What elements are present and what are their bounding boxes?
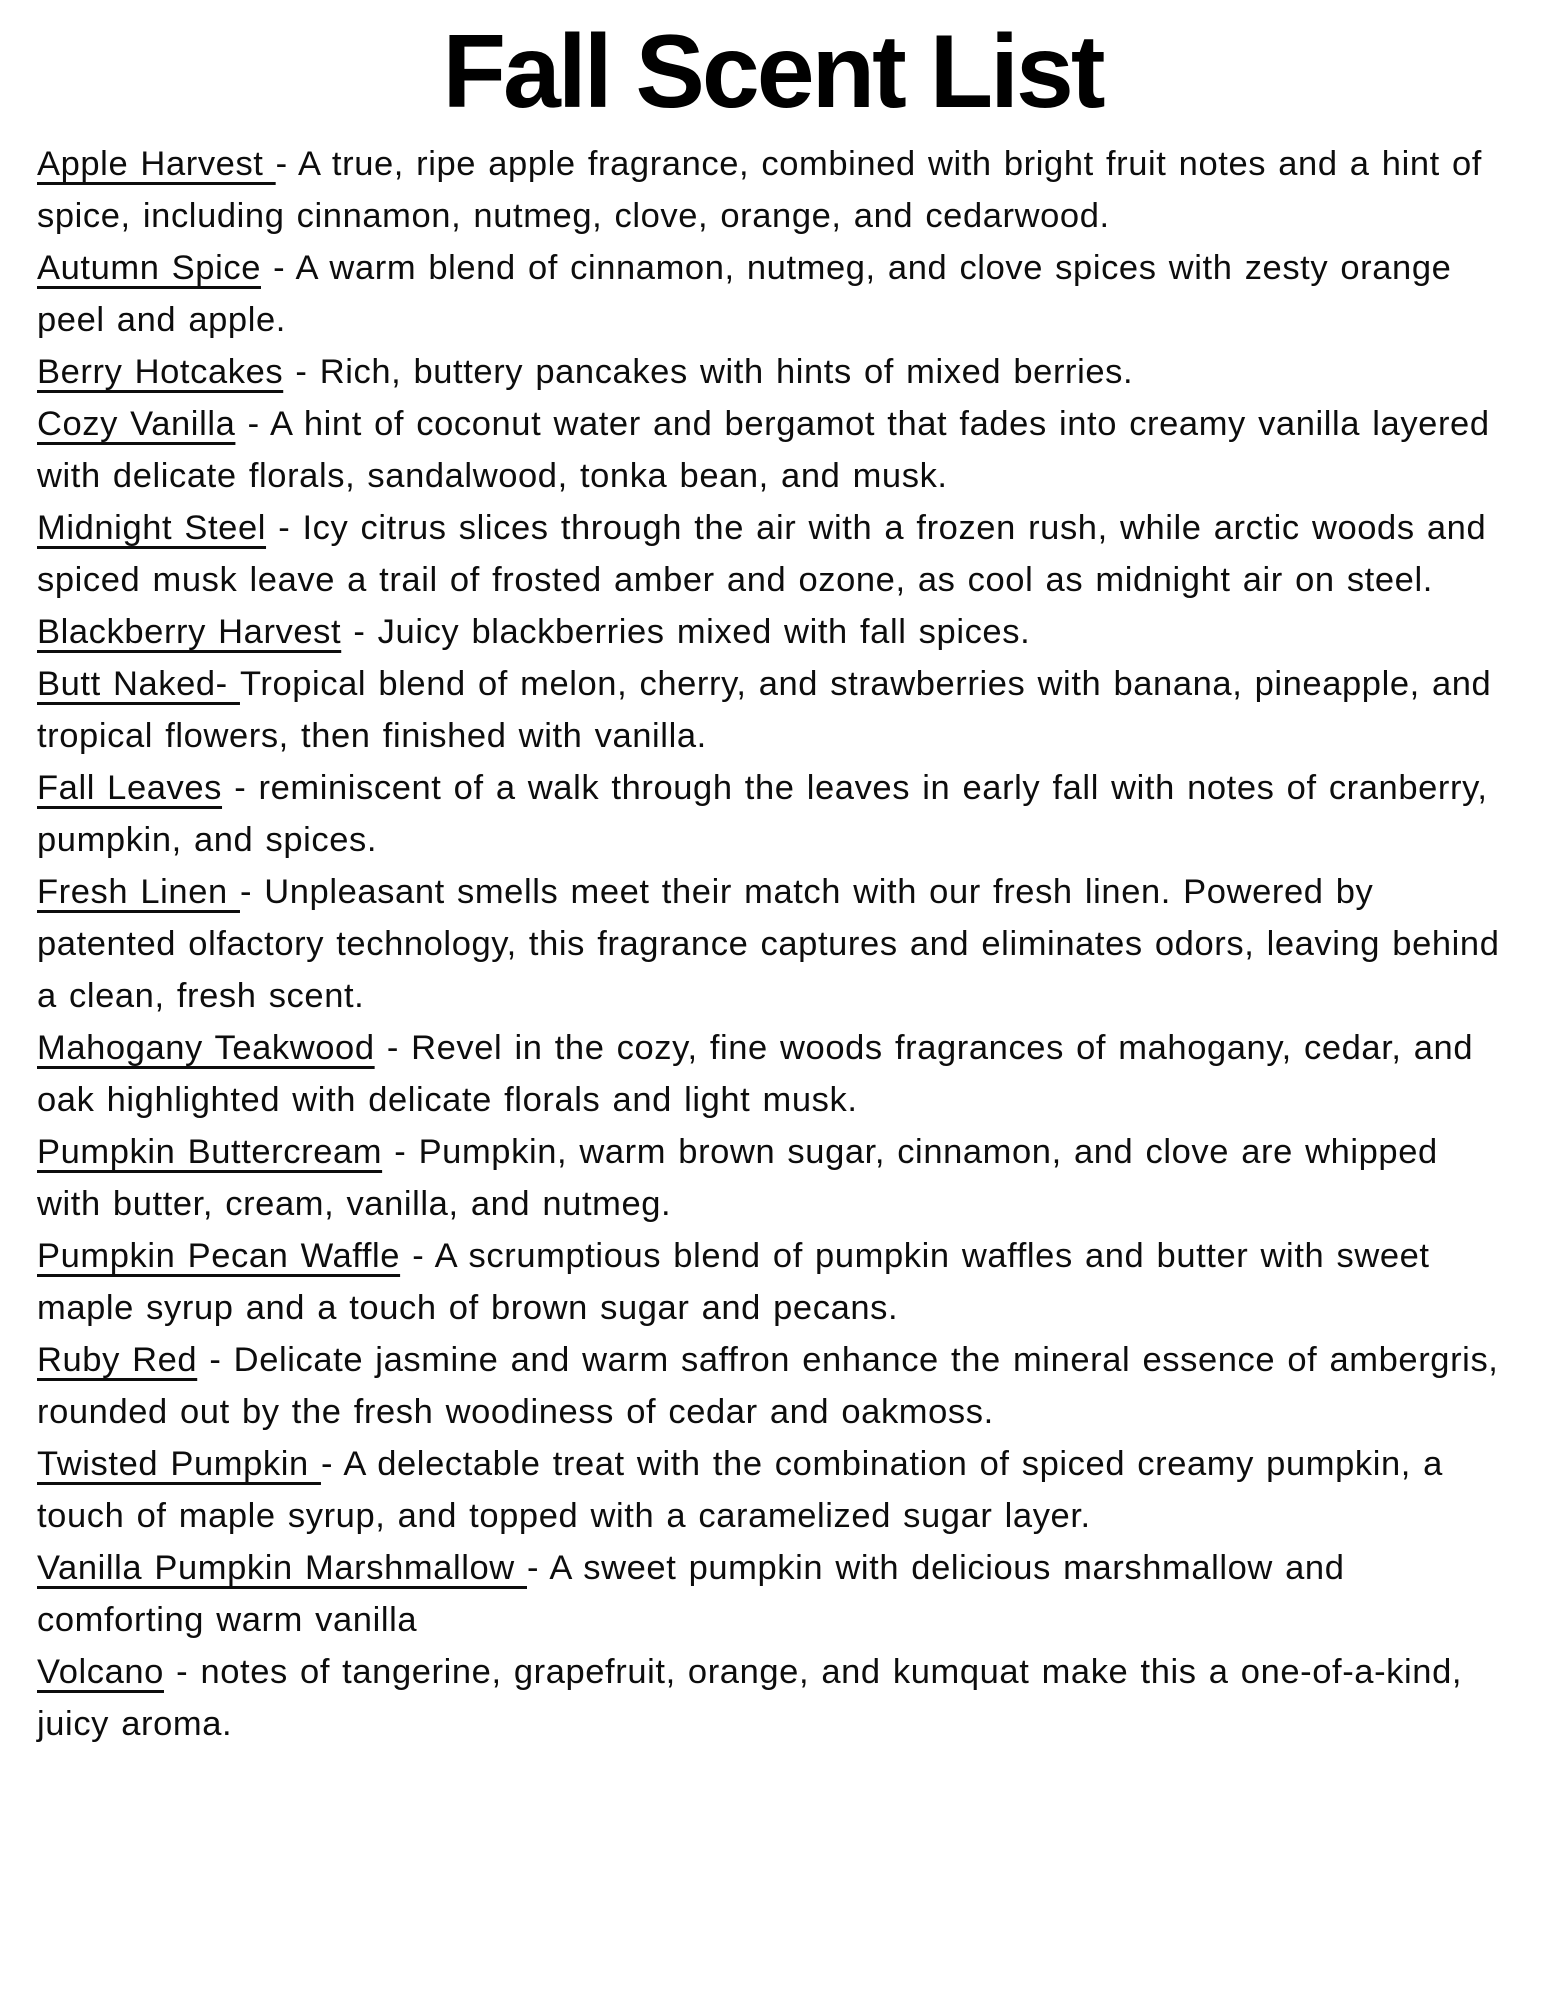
scent-description: - notes of tangerine, grapefruit, orange, and kumquat make this a one-of-a-kind, juicy aroma. — [37, 1653, 1463, 1744]
scent-name: Fall Leaves — [37, 769, 223, 808]
list-item — [37, 1542, 1508, 1646]
scent-description: - A delectable treat with the combination of spiced creamy pumpkin, a touch of maple syrup, and topped with a caramelized sugar layer. — [37, 1445, 1443, 1536]
list-item — [37, 606, 1508, 658]
scent-description: - Unpleasant smells meet their match with our fresh linen. Powered by patented olfactory technology, this fragrance captures and eliminates odors, leaving behind a clean, fresh scent. — [37, 873, 1500, 1016]
list-item — [37, 1230, 1508, 1334]
scent-description: - Pumpkin, warm brown sugar, cinnamon, and clove are whipped with butter, cream, vanilla, and nutmeg. — [37, 1133, 1438, 1224]
list-item — [37, 1334, 1508, 1438]
scent-description: - A sweet pumpkin with delicious marshmallow and comforting warm vanilla — [37, 1549, 1345, 1640]
scent-name: Vanilla Pumpkin Marshmallow — [37, 1549, 527, 1588]
scent-name: Cozy Vanilla — [37, 405, 236, 444]
scent-name: Butt Naked- — [37, 665, 240, 704]
scent-description: - Delicate jasmine and warm saffron enhance the mineral essence of ambergris, rounded out by the fresh woodiness of cedar and oakmoss. — [37, 1341, 1499, 1432]
scent-description: - A warm blend of cinnamon, nutmeg, and clove spices with zesty orange peel and apple. — [37, 249, 1452, 340]
scent-description: - A true, ripe apple fragrance, combined with bright fruit notes and a hint of spice, including cinnamon, nutmeg, clove, orange, and cedarwood. — [37, 145, 1482, 236]
list-item — [37, 1438, 1508, 1542]
scent-list — [0, 130, 1545, 1750]
list-item — [37, 1126, 1508, 1230]
scent-name: Berry Hotcakes — [37, 353, 284, 392]
list-item — [37, 1646, 1508, 1750]
scent-name: Pumpkin Pecan Waffle — [37, 1237, 401, 1276]
scent-description: - A hint of coconut water and bergamot that fades into creamy vanilla layered with delicate florals, sandalwood, tonka bean, and musk. — [37, 405, 1490, 496]
scent-description: - Rich, buttery pancakes with hints of mixed berries. — [283, 353, 1134, 392]
scent-description: - A scrumptious blend of pumpkin waffles and butter with sweet maple syrup and a touch of brown sugar and pecans. — [37, 1237, 1430, 1328]
list-item — [37, 502, 1508, 606]
scent-name: Fresh Linen — [37, 873, 240, 912]
list-item — [37, 398, 1508, 502]
scent-description: Tropical blend of melon, cherry, and strawberries with banana, pineapple, and tropical flowers, then finished with vanilla. — [37, 665, 1492, 756]
scent-name: Volcano — [37, 1653, 164, 1692]
scent-name: Midnight Steel — [37, 509, 267, 548]
scent-name: Autumn Spice — [37, 249, 261, 288]
list-item — [37, 1022, 1508, 1126]
scent-name: Apple Harvest — [37, 145, 276, 184]
scent-name: Twisted Pumpkin — [37, 1445, 321, 1484]
scent-name: Mahogany Teakwood — [37, 1029, 375, 1068]
scent-description: - Juicy blackberries mixed with fall spices. — [341, 613, 1031, 652]
scent-description: - Revel in the cozy, fine woods fragrances of mahogany, cedar, and oak highlighted with delicate florals and light musk. — [37, 1029, 1474, 1120]
list-item — [37, 866, 1508, 1022]
list-item — [37, 762, 1508, 866]
scent-description: - reminiscent of a walk through the leaves in early fall with notes of cranberry, pumpkin, and spices. — [37, 769, 1488, 860]
scent-name: Blackberry Harvest — [37, 613, 342, 652]
page-title: Fall Scent List — [442, 14, 1103, 130]
scent-name: Ruby Red — [37, 1341, 198, 1380]
list-item — [37, 138, 1508, 242]
list-item — [37, 658, 1508, 762]
scent-name: Pumpkin Buttercream — [37, 1133, 383, 1172]
scent-description: - Icy citrus slices through the air with a frozen rush, while arctic woods and spiced musk leave a trail of frosted amber and ozone, as cool as midnight air on steel. — [37, 509, 1487, 600]
list-item — [37, 242, 1508, 346]
list-item — [37, 346, 1508, 398]
